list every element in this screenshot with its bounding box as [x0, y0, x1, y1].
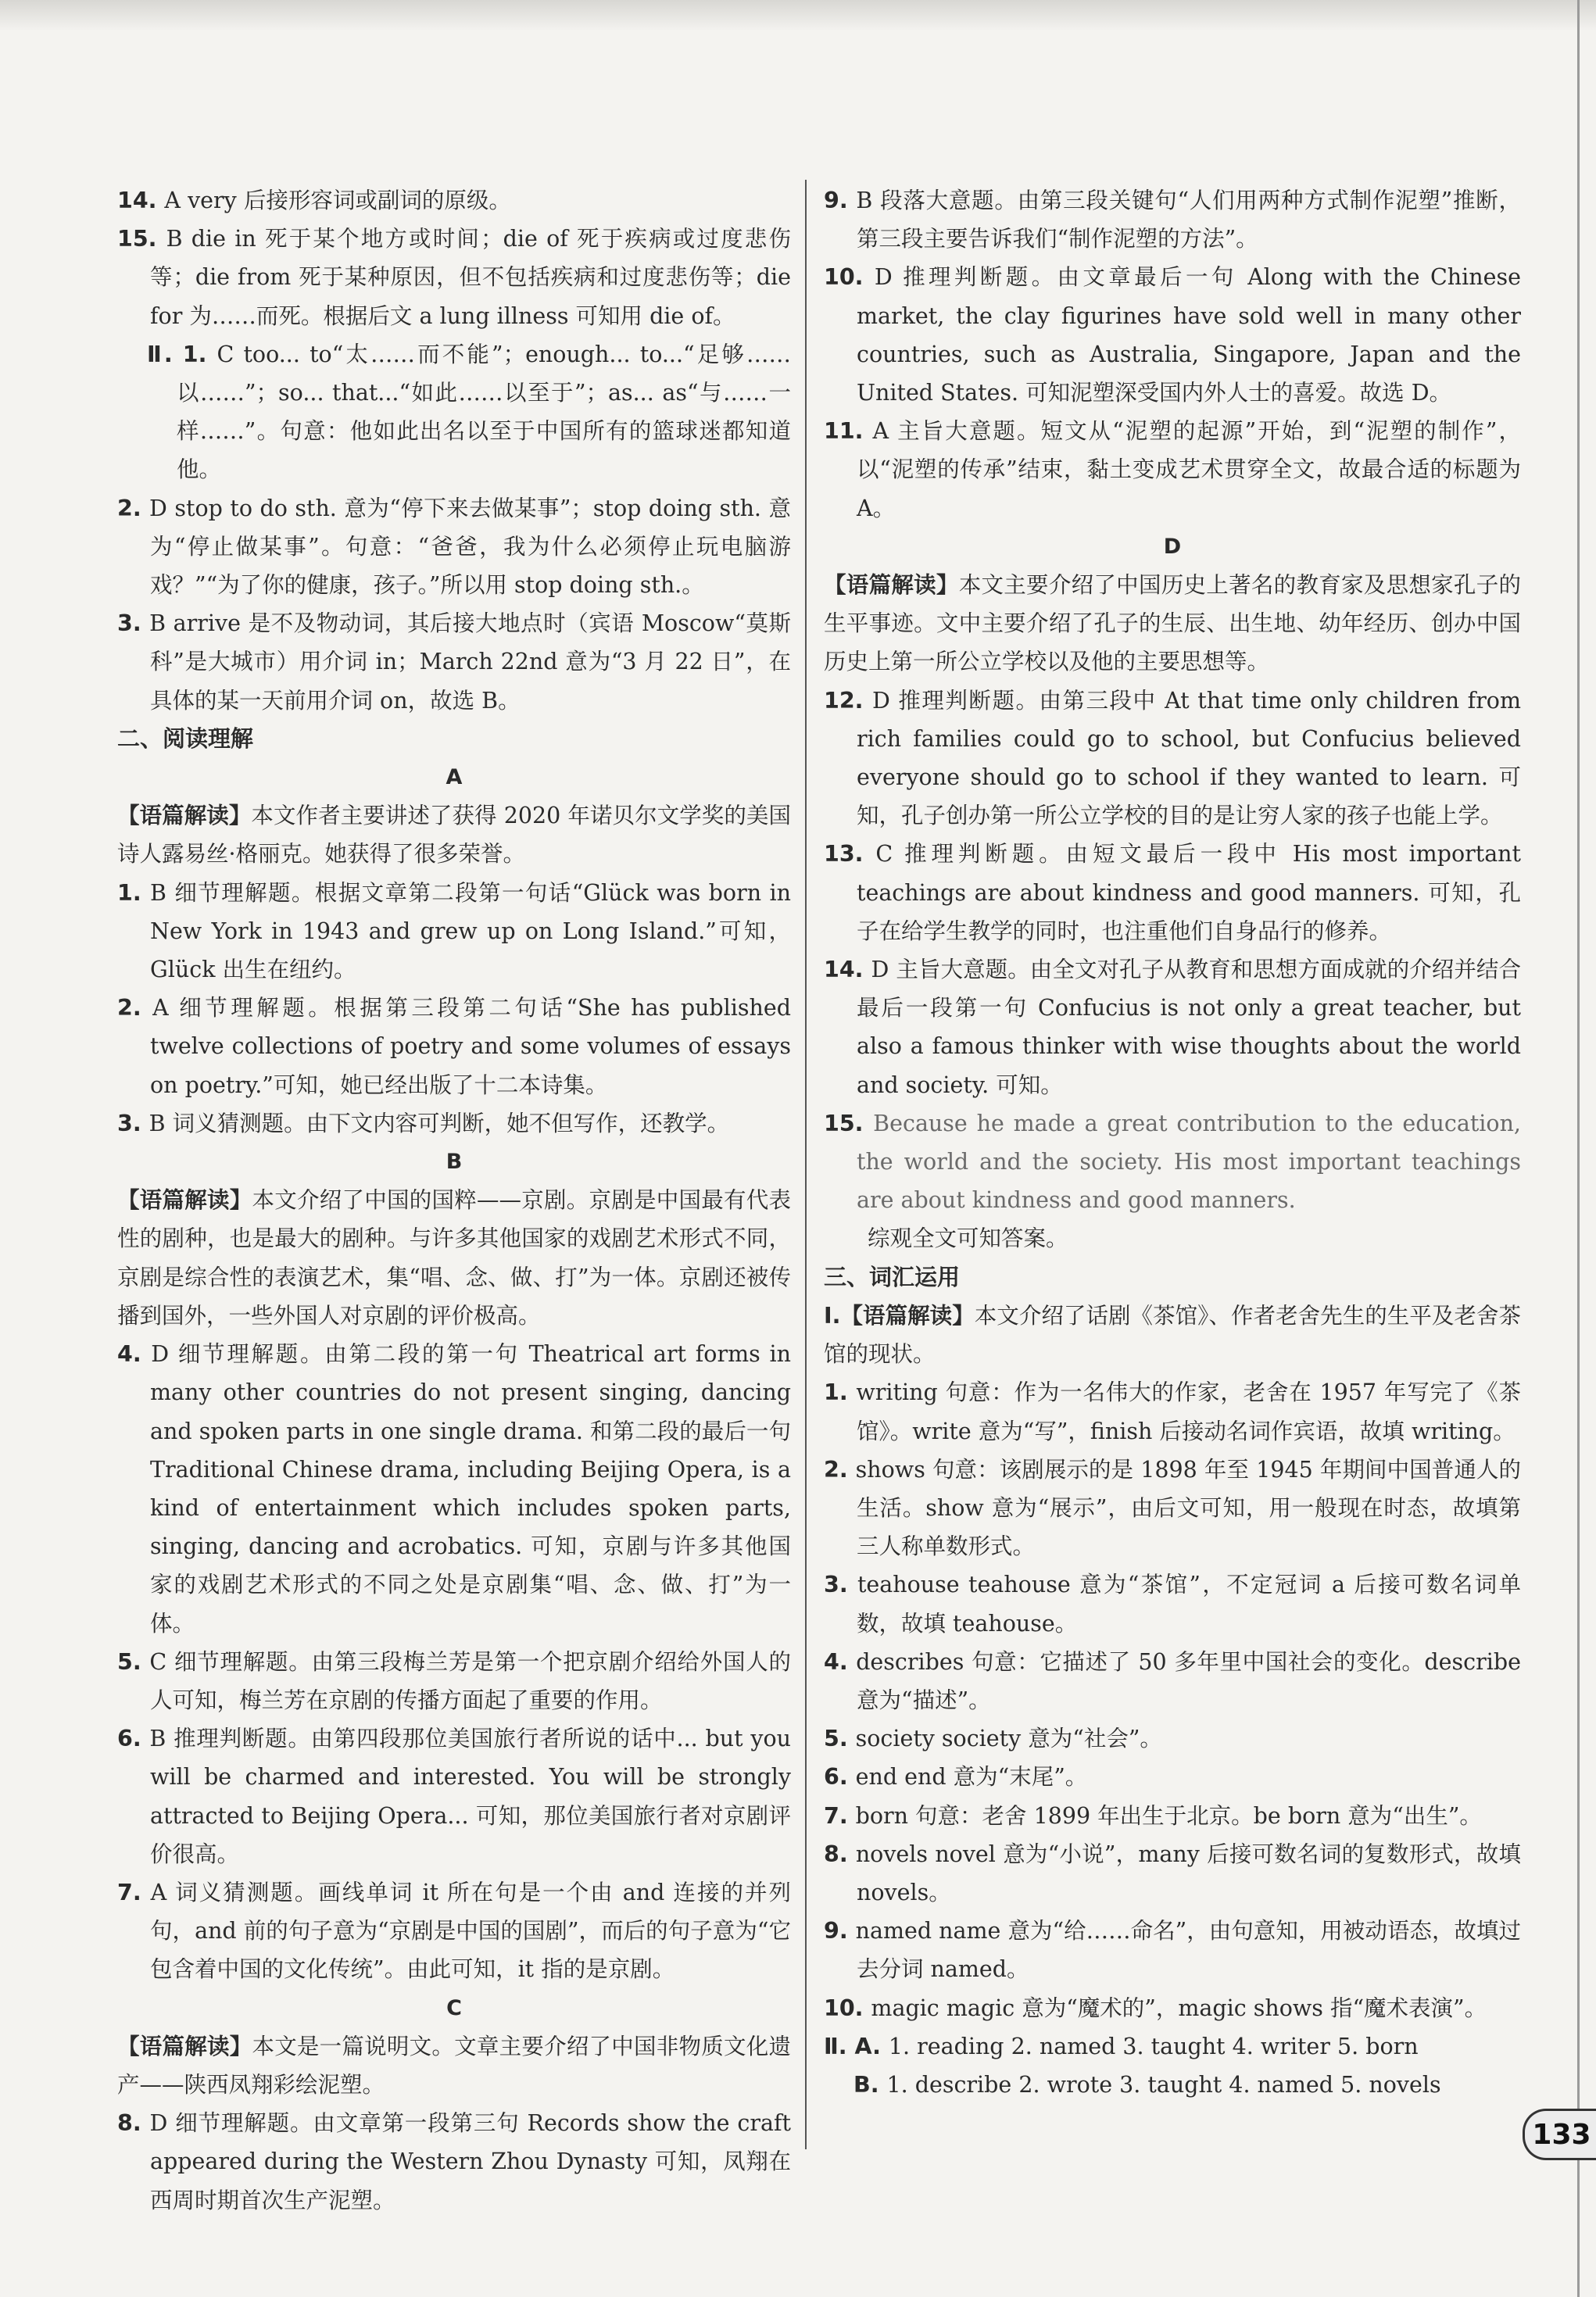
- answer-item: [824, 1758, 1521, 1796]
- answer-number: Ⅱ. A.: [824, 2033, 889, 2059]
- answer-text: born 句意：老舍 1899 年出生于北京。be born 意为“出生”。: [855, 1802, 1482, 1829]
- answer-text: A 词义猜测题。画线单词 it 所在句是一个由 and 连接的并列句，and 前的句子意为“京剧是中国的国剧”，而后的句子意为“它包含着中国的文化传统”。由此可知，it 指的是京剧。: [150, 1879, 791, 1983]
- answer-number: 4.: [117, 1341, 152, 1368]
- answer-number: 11.: [824, 418, 873, 445]
- answer-item: [117, 989, 791, 1104]
- passage-label: C: [446, 1995, 462, 2020]
- answer-text: named name 意为“给……命名”，由句意知，用被动语态，故填过去分词 named。: [855, 1918, 1521, 1983]
- answer-number: 14.: [824, 957, 871, 983]
- section-heading: 二、阅读理解: [117, 725, 254, 752]
- answer-number: 15.: [824, 1110, 874, 1136]
- answer-text: magic magic 意为“魔术的”，magic shows 指“魔术表演”。: [871, 1995, 1487, 2021]
- answer-number: 12.: [824, 687, 872, 714]
- answer-text: B arrive 是不及物动词，其后接大地点时（宾语 Moscow“莫斯科”是大城市）用介词 in；March 22nd 意为“3 月 22 日”，在具体的某一天前用介词 on，故选 B。: [149, 610, 791, 714]
- answer-number: 7.: [117, 1879, 151, 1905]
- answer-number: 9.: [824, 188, 857, 213]
- answer-text: shows 句意：该剧展示的是 1898 年至 1945 年期间中国普通人的生活。show 意为“展示”，由后文可知，用一般现在时态，故填第三人称单数形式。: [855, 1456, 1521, 1560]
- answer-text: 1. reading 2. named 3. taught 4. writer 5. born: [888, 2033, 1419, 2059]
- analysis-text: 本文作者主要讲述了获得 2020 年诺贝尔文学奖的美国诗人露易丝·格丽克。她获得了很多荣誉。: [117, 803, 791, 868]
- answer-item: [117, 2104, 791, 2220]
- answer-item: [824, 1989, 1521, 2027]
- answer-item: [117, 1335, 791, 1643]
- answer-number: 2.: [117, 995, 153, 1021]
- analysis-tag: 【语篇解读】: [117, 1187, 252, 1214]
- answer-text: novels novel 意为“小说”，many 后接可数名词的复数形式，故填 novels。: [855, 1841, 1521, 1905]
- answer-number: 8.: [117, 2110, 150, 2137]
- answer-item: [824, 950, 1521, 1104]
- answer-number: 1.: [824, 1379, 857, 1406]
- answer-number: 15.: [117, 226, 166, 252]
- answer-text: C 推理判断题。由短文最后一段中 His most important teachings are about kindness and good manners. 可知，孔子在给学生教学的同时，也注重他们自身品行的修养。: [857, 841, 1521, 944]
- page-number: 133: [1523, 2109, 1596, 2160]
- answer-item: [824, 682, 1521, 835]
- answer-text: C too... to“太……而不能”；enough... to...“足够……以……”；so... that...“如此……以至于”；as... as“与……一样……”。句意：他如此出名以至于中国所有的篮球迷都知道他。: [177, 341, 791, 483]
- answer-text: B 细节理解题。根据文章第二段第一句话“Glück was born in New York in 1943 and grew up on Long Island.”可知，Glück 出生在纽约。: [149, 879, 791, 983]
- answer-item: [824, 1451, 1521, 1566]
- answer-text: describes 句意：它描述了 50 多年里中国社会的变化。describe 意为“描述”。: [856, 1648, 1521, 1713]
- passage-label: D: [1163, 534, 1182, 559]
- answer-number: 3.: [824, 1572, 857, 1598]
- section-heading: 三、词汇运用: [824, 1263, 961, 1290]
- answer-item: [824, 1912, 1521, 1988]
- answer-item: [824, 258, 1521, 412]
- passage-analysis: [824, 1297, 1521, 1373]
- passage-analysis: [824, 566, 1521, 682]
- answer-text: B 词义猜测题。由下文内容可判断，她不但写作，还教学。: [149, 1110, 730, 1136]
- answer-item: [824, 412, 1521, 528]
- answer-text: 1. describe 2. wrote 3. taught 4. named 5. novels: [886, 2071, 1441, 2098]
- answer-text: A 主旨大意题。短文从“泥塑的起源”开始，到“泥塑的制作”，以“泥塑的传承”结束，黏土变成艺术贯穿全文，故最合适的标题为 A。: [857, 418, 1521, 521]
- answer-number: 14.: [117, 188, 165, 213]
- answer-item: [117, 220, 791, 335]
- answer-item: [117, 604, 791, 720]
- answer-number: 1.: [117, 879, 150, 906]
- answer-item: [117, 1873, 791, 1989]
- answer-number: 6.: [117, 1726, 150, 1752]
- answer-item: [117, 1104, 791, 1143]
- passage-label: A: [446, 765, 463, 790]
- analysis-text: 本文介绍了中国的国粹——京剧。京剧是中国最有代表性的剧种，也是最大的剧种。与许多其他国家的戏剧艺术形式不同，京剧是综合性的表演艺术，集“唱、念、做、打”为一体。京剧还被传播到国外，一些外国人对京剧的评价极高。: [117, 1187, 791, 1329]
- answer-text: B 推理判断题。由第四段那位美国旅行者所说的话中... but you will be charmed and interested. You will be strongly attracted to Beijing Opera... 可知，那位美国旅行者对京剧评价很高。: [149, 1726, 791, 1867]
- answer-item: [824, 2066, 1521, 2104]
- answer-number: 5.: [117, 1648, 150, 1675]
- analysis-tag: 【语篇解读】: [824, 572, 959, 599]
- answer-number: 10.: [824, 264, 875, 291]
- answer-number: 3.: [117, 1110, 149, 1136]
- analysis-tag: 【语篇解读】: [117, 803, 252, 829]
- answer-text: D 推理判断题。由第三段中 At that time only children from rich families could go to school, but Confucius believed everyone should go to school if they wanted to learn. 可知，孔子创办第一所公立学校的目的是让穷人家的孩子也能上学。: [857, 687, 1521, 829]
- answer-number: Ⅱ. 1.: [147, 341, 217, 367]
- answer-text: D stop to do sth. 意为“停下来去做某事”；stop doing sth. 意为“停止做某事”。句意：“爸爸，我为什么必须停止玩电脑游戏？”“为了你的健康，孩子。”所以用 stop doing sth.。: [149, 495, 791, 599]
- answer-text: D 细节理解题。由文章第一段第三句 Records show the craft appeared during the Western Zhou Dynasty 可知，凤翔在西周时期首次生产泥塑。: [149, 2110, 791, 2213]
- binding-edge: [1577, 0, 1580, 2297]
- analysis-text: 本文介绍了话剧《茶馆》、作者老舍先生的生平及老舍茶馆的现状。: [824, 1302, 1521, 1368]
- answer-number: 8.: [824, 1841, 856, 1867]
- answer-number: 7.: [824, 1802, 856, 1829]
- answer-text: writing 句意：作为一名伟大的作家，老舍在 1957 年写完了《茶馆》。write 意为“写”，finish 后接动名词作宾语，故填 writing。: [856, 1379, 1521, 1444]
- answer-item: [117, 181, 791, 220]
- answer-item: [824, 1643, 1521, 1719]
- answer-number: 13.: [824, 841, 876, 868]
- answer-item: [824, 1797, 1521, 1835]
- answer-note: 综观全文可知答案。: [868, 1225, 1068, 1252]
- answer-number: 5.: [824, 1726, 856, 1752]
- column-divider: [805, 180, 807, 2149]
- answer-item: [824, 1104, 1521, 1220]
- answer-text: Because he made a great contribution to the education, the world and the society. His most important teachings are about kindness and good manners.: [857, 1110, 1521, 1214]
- answer-item: [117, 874, 791, 989]
- answer-number: 4.: [824, 1648, 857, 1675]
- answer-item: [824, 1719, 1521, 1758]
- answer-number: B.: [853, 2071, 887, 2098]
- scan-top-edge: [0, 0, 1596, 31]
- right-column: [824, 181, 1521, 2104]
- answer-text: D 细节理解题。由第二段的第一句 Theatrical art forms in many other countries do not present singing, dancing and spoken parts in one single drama. 和第二段的最后一句 Traditional Chinese drama, including Beijing Opera, is a kind of entertainment which includes spoken parts, singing, dancing and acrobatics. 可知，京剧与许多其他国家的戏剧艺术形式的不同之处是京剧集“唱、念、做、打”为一体。: [150, 1341, 791, 1637]
- answer-text: B die in 死于某个地方或时间；die of 死于疾病或过度悲伤等；die from 死于某种原因，但不包括疾病和过度悲伤等；die for 为……而死。根据后文 a lung illness 可知用 die of。: [150, 226, 791, 329]
- answer-item: [824, 835, 1521, 950]
- analysis-tag: 【语篇解读】: [117, 2033, 252, 2059]
- answer-text: D 主旨大意题。由全文对孔子从教育和思想方面成就的介绍并结合最后一段第一句 Confucius is not only a great teacher, but also a famous thinker with wise thoughts about the world and society. 可知。: [857, 957, 1521, 1098]
- passage-analysis: [117, 796, 791, 873]
- answer-number: 9.: [824, 1918, 856, 1945]
- passage-analysis: [117, 2027, 791, 2104]
- answer-number: 10.: [824, 1995, 871, 2021]
- answer-text: B 段落大意题。由第三段关键句“人们用两种方式制作泥塑”推断，第三段主要告诉我们“制作泥塑的方法”。: [856, 188, 1521, 252]
- answer-text: D 推理判断题。由文章最后一句 Along with the Chinese market, the clay figurines have sold well in many other countries, such as Australia, Singapore, Japan and the United States. 可知泥塑深受国内外人士的喜爱。故选 D。: [857, 264, 1521, 406]
- left-column: [117, 181, 791, 2220]
- passage-analysis: [117, 1181, 791, 1335]
- answer-item: [824, 1373, 1521, 1450]
- answer-text: A very 后接形容词或副词的原级。: [164, 188, 511, 213]
- answer-text: C 细节理解题。由第三段梅兰芳是第一个把京剧介绍给外国人的人可知，梅兰芳在京剧的传播方面起了重要的作用。: [149, 1648, 791, 1713]
- passage-label: B: [446, 1150, 463, 1175]
- analysis-text: 本文主要介绍了中国历史上著名的教育家及思想家孔子的生平事迹。文中主要介绍了孔子的生辰、出生地、幼年经历、创办中国历史上第一所公立学校以及他的主要思想等。: [824, 572, 1521, 675]
- answer-text: teahouse teahouse 意为“茶馆”，不定冠词 a 后接可数名词单数，故填 teahouse。: [857, 1572, 1521, 1637]
- answer-number: 6.: [824, 1764, 856, 1791]
- answer-item: [117, 489, 791, 605]
- answer-item: [824, 1835, 1521, 1912]
- answer-item: [117, 335, 791, 489]
- answer-text: society society 意为“社会”。: [855, 1726, 1162, 1752]
- answer-item: [824, 1565, 1521, 1642]
- answer-number: 2.: [117, 495, 150, 521]
- answer-number: 2.: [824, 1456, 856, 1483]
- answer-number: 3.: [117, 610, 150, 637]
- answer-item: [117, 1643, 791, 1719]
- answer-item: [117, 1719, 791, 1873]
- answer-text: A 细节理解题。根据第三段第二句话“She has published twelve collections of poetry and some volumes of essays on poetry.”可知，她已经出版了十二本诗集。: [150, 995, 791, 1098]
- answer-text: end end 意为“末尾”。: [855, 1764, 1088, 1791]
- answer-item: [824, 2027, 1521, 2066]
- analysis-text: 本文是一篇说明文。文章主要介绍了中国非物质文化遗产——陕西凤翔彩绘泥塑。: [117, 2033, 791, 2098]
- answer-item: [824, 181, 1521, 258]
- analysis-tag: Ⅰ.【语篇解读】: [824, 1302, 975, 1329]
